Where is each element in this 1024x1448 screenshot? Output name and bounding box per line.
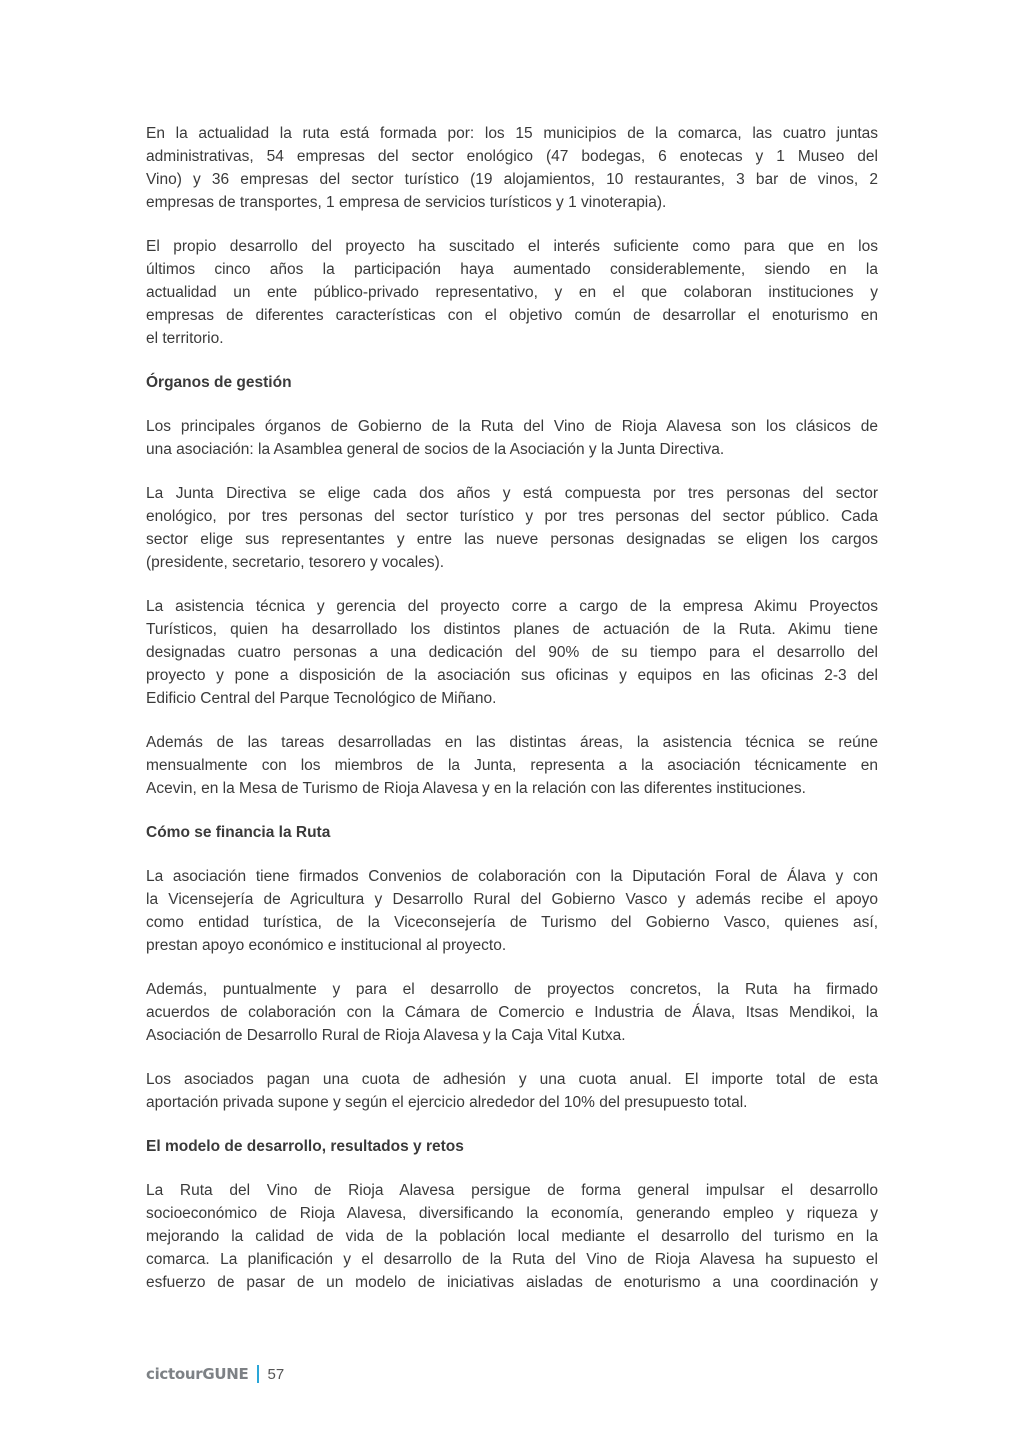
text-line: Acevin, en la Mesa de Turismo de Rioja Alavesa y en la relación con las diferentes instituciones. [146, 780, 806, 797]
text-line: acuerdos de colaboración con la Cámara de Comercio e Industria de Álava, Itsas Mendikoi, la [146, 1004, 878, 1021]
text-line: La Ruta del Vino de Rioja Alavesa persigue de forma general impulsar el desarrollo [146, 1182, 878, 1199]
paragraph [146, 595, 878, 710]
text-line: Turísticos, quien ha desarrollado los distintos planes de actuación de la Ruta. Akimu tiene [146, 621, 878, 638]
text-line: socioeconómico de Rioja Alavesa, diversificando la economía, generando empleo y riqueza y [146, 1205, 878, 1222]
text-line: prestan apoyo económico e institucional al proyecto. [146, 937, 507, 954]
text-line: enológico, por tres personas del sector turístico y por tres personas del sector público. Cada [146, 508, 878, 525]
section-heading [146, 821, 878, 844]
text-line: Vino) y 36 empresas del sector turístico (19 alojamientos, 10 restaurantes, 3 bar de vinos, 2 [146, 171, 878, 188]
page-body [146, 122, 878, 1315]
text-line: La asistencia técnica y gerencia del proyecto corre a cargo de la empresa Akimu Proyectos [146, 598, 878, 615]
footer-divider [257, 1365, 259, 1383]
section-heading [146, 371, 878, 394]
text-line: una asociación: la Asamblea general de socios de la Asociación y la Junta Directiva. [146, 441, 725, 458]
text-line: empresas de diferentes características con el objetivo común de desarrollar el enoturismo en [146, 307, 878, 324]
text-line: Edificio Central del Parque Tecnológico de Miñano. [146, 690, 497, 707]
page-number: 57 [267, 1365, 285, 1383]
text-line: La asociación tiene firmados Convenios de colaboración con la Diputación Foral de Álava y con [146, 868, 878, 885]
text-line: Los principales órganos de Gobierno de la Ruta del Vino de Rioja Alavesa son los clásicos de [146, 418, 878, 435]
text-line: aportación privada supone y según el ejercicio alrededor del 10% del presupuesto total. [146, 1094, 748, 1111]
paragraph [146, 731, 878, 800]
text-line: Los asociados pagan una cuota de adhesión y una cuota anual. El importe total de esta [146, 1071, 878, 1088]
text-line: Órganos de gestión [146, 374, 292, 391]
paragraph [146, 482, 878, 574]
paragraph [146, 978, 878, 1047]
text-line: En la actualidad la ruta está formada por: los 15 municipios de la comarca, las cuatro juntas [146, 125, 878, 142]
text-line: el territorio. [146, 330, 224, 347]
text-line: como entidad turística, de la Viceconsejería de Turismo del Gobierno Vasco, quienes así, [146, 914, 878, 931]
text-line: El propio desarrollo del proyecto ha suscitado el interés suficiente como para que en los [146, 238, 878, 255]
text-line: administrativas, 54 empresas del sector enológico (47 bodegas, 6 enotecas y 1 Museo del [146, 148, 878, 165]
text-line: (presidente, secretario, tesorero y vocales). [146, 554, 445, 571]
text-line: empresas de transportes, 1 empresa de servicios turísticos y 1 vinoterapia). [146, 194, 667, 211]
text-line: La Junta Directiva se elige cada dos años y está compuesta por tres personas del sector [146, 485, 878, 502]
text-line: proyecto y pone a disposición de la asociación sus oficinas y equipos en las oficinas 2-3 del [146, 667, 878, 684]
paragraph [146, 415, 878, 461]
text-line: mejorando la calidad de vida de la población local mediante el desarrollo del turismo en la [146, 1228, 878, 1245]
text-line: designadas cuatro personas a una dedicación del 90% de su tiempo para el desarrollo del [146, 644, 878, 661]
text-line: comarca. La planificación y el desarrollo de la Ruta del Vino de Rioja Alavesa ha supuesto el [146, 1251, 878, 1268]
text-line: Además de las tareas desarrolladas en las distintas áreas, la asistencia técnica se reúne [146, 734, 878, 751]
paragraph [146, 1068, 878, 1114]
text-line: Asociación de Desarrollo Rural de Rioja Alavesa y la Caja Vital Kutxa. [146, 1027, 626, 1044]
paragraph [146, 235, 878, 350]
text-line: Además, puntualmente y para el desarrollo de proyectos concretos, la Ruta ha firmado [146, 981, 878, 998]
paragraph [146, 1179, 878, 1294]
section-heading [146, 1135, 878, 1158]
page-footer [146, 1362, 284, 1386]
text-line: esfuerzo de pasar de un modelo de iniciativas aisladas de enoturismo a una coordinación y [146, 1274, 878, 1291]
text-line: mensualmente con los miembros de la Junta, representa a la asociación técnicamente en [146, 757, 878, 774]
text-line: la Vicensejería de Agricultura y Desarrollo Rural del Gobierno Vasco y además recibe el apoyo [146, 891, 878, 908]
text-line: sector elige sus representantes y entre las nueve personas designadas se eligen los cargos [146, 531, 878, 548]
text-line: El modelo de desarrollo, resultados y retos [146, 1138, 464, 1155]
paragraph [146, 122, 878, 214]
paragraph [146, 865, 878, 957]
text-line: Cómo se financia la Ruta [146, 824, 331, 841]
cictourgune-logo: cictourGUNE [146, 1365, 249, 1383]
text-line: últimos cinco años la participación haya aumentado considerablemente, siendo en la [146, 261, 878, 278]
text-line: actualidad un ente público-privado representativo, y en el que colaboran instituciones y [146, 284, 878, 301]
